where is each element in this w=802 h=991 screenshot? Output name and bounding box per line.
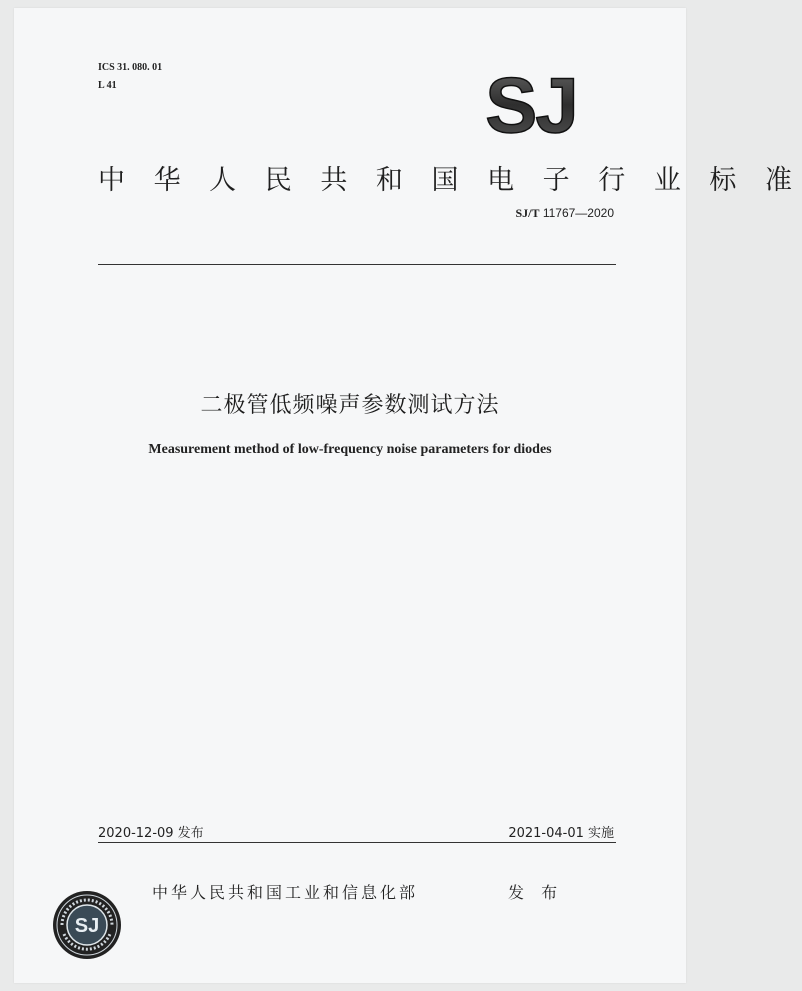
ics-code: ICS 31. 080. 01 [98, 62, 163, 73]
issue-date: 2020-12-09 发布 [98, 826, 204, 841]
implement-date: 2021-04-01 实施 [508, 826, 614, 841]
standard-code-prefix: SJ/T [515, 206, 540, 220]
title-chinese: 二极管低频噪声参数测试方法 [200, 393, 500, 418]
sj-logo [478, 61, 584, 149]
sj-logo-text: SJ [485, 61, 577, 149]
standard-code-number: 11767—2020 [542, 206, 614, 220]
standard-code [515, 206, 614, 221]
standard-name: 中 华 人 民 共 和 国 电 子 行 业 标 准 [98, 165, 802, 196]
publisher: 中华人民共和国工业和信息化部 [152, 883, 419, 902]
bottom-divider [98, 842, 616, 843]
title-english: Measurement method of low-frequency noise parameters for diodes [148, 442, 552, 457]
seal-text: SJ [74, 915, 100, 937]
top-divider [98, 264, 616, 265]
standards-seal-icon [52, 890, 122, 960]
publish-word: 发 布 [508, 883, 564, 902]
classification-code: L 41 [98, 80, 117, 91]
